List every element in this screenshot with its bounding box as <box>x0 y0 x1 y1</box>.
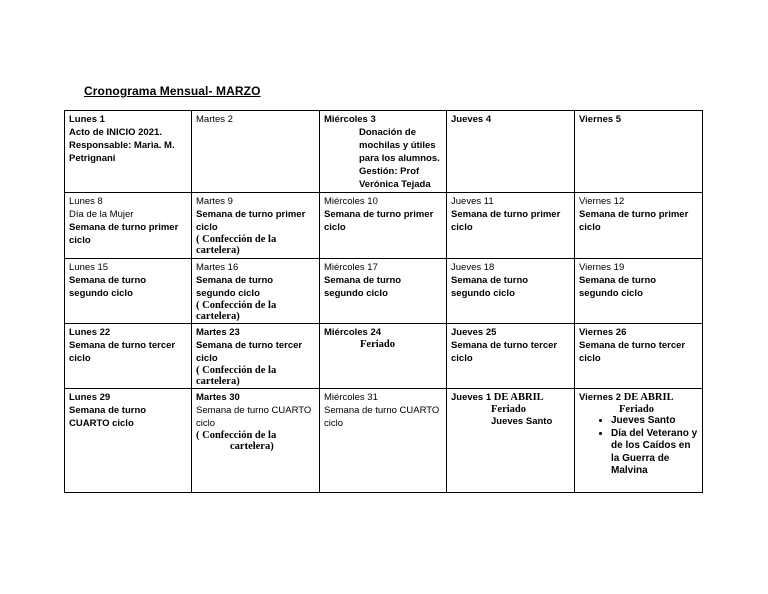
cell-text: Semana de turno tercer ciclo <box>69 340 176 364</box>
cell-lunes-1 <box>65 111 192 193</box>
cell-martes-16 <box>192 259 320 324</box>
cell-text: Jueves Santo <box>491 416 553 427</box>
cell-note: Donación de mochilas y útiles para los alumnos. Gestión: Prof Verónica Tejada <box>359 127 440 190</box>
cell-lunes-8 <box>65 193 192 259</box>
cell-viernes-19 <box>575 259 703 324</box>
cell-text: Día de la Mujer <box>69 209 134 220</box>
cell-miercoles-31 <box>320 389 447 493</box>
week-row-3 <box>65 259 703 324</box>
day-label: Viernes 5 <box>579 114 622 125</box>
day-label: Lunes 1 <box>69 114 105 125</box>
month-label: DE ABRIL <box>493 392 544 403</box>
day-label: Miércoles 31 <box>324 392 378 403</box>
cell-text: Semana de turno segundo ciclo <box>69 275 147 299</box>
cell-text: Semana de turno segundo ciclo <box>451 275 529 299</box>
cell-text: Semana de turno CUARTO ciclo <box>69 405 147 429</box>
cell-viernes-2-abril <box>575 389 703 493</box>
cell-text: Semana de turno CUARTO ciclo <box>196 405 312 429</box>
day-label: Viernes 19 <box>579 262 625 273</box>
cell-text: Semana de turno segundo ciclo <box>196 275 274 299</box>
day-label: Martes 2 <box>196 114 233 125</box>
cell-extra: ( Confección de la <box>196 430 277 441</box>
cell-text: Semana de turno CUARTO ciclo <box>324 405 440 429</box>
day-label: Martes 9 <box>196 196 233 207</box>
day-label: Lunes 15 <box>69 262 109 273</box>
week-row-1 <box>65 111 703 193</box>
feriado-label: Feriado <box>491 404 526 415</box>
day-label: Jueves 18 <box>451 262 495 273</box>
cell-text: Semana de turno primer ciclo <box>69 222 179 246</box>
list-item: • Día del Veterano y de los Caídos en la Guerra de Malvina <box>611 428 698 478</box>
week-row-5 <box>65 389 703 493</box>
day-label: Martes 23 <box>196 327 240 338</box>
cell-jueves-1-abril <box>447 389 575 493</box>
feriado-label: Feriado <box>619 404 654 415</box>
day-label: Miércoles 10 <box>324 196 378 207</box>
cell-jueves-4 <box>447 111 575 193</box>
cell-text: Semana de turno tercer ciclo <box>579 340 686 364</box>
cell-text: Responsable: Marìa. M. Petrignani <box>69 140 175 164</box>
cell-miercoles-10 <box>320 193 447 259</box>
cell-text: Semana de turno segundo ciclo <box>579 275 657 299</box>
cell-text: Semana de turno primer ciclo <box>196 209 306 233</box>
month-label: DE ABRIL <box>623 392 674 403</box>
day-label: Miércoles 24 <box>324 327 382 338</box>
day-label: Jueves 25 <box>451 327 497 338</box>
day-label: Jueves 1 <box>451 392 494 403</box>
day-label: Jueves 4 <box>451 114 492 125</box>
calendar-table <box>64 110 703 493</box>
cell-viernes-26 <box>575 324 703 389</box>
list-item: • Jueves Santo <box>611 415 698 428</box>
day-label: Martes 30 <box>196 392 240 403</box>
cell-martes-2 <box>192 111 320 193</box>
cell-miercoles-24 <box>320 324 447 389</box>
cell-text: Semana de turno tercer ciclo <box>451 340 558 364</box>
cell-text: Semana de turno tercer ciclo <box>196 340 303 364</box>
day-label: Lunes 8 <box>69 196 103 207</box>
cell-martes-9 <box>192 193 320 259</box>
week-row-4 <box>65 324 703 389</box>
day-label: Miércoles 17 <box>324 262 378 273</box>
cell-miercoles-17 <box>320 259 447 324</box>
cell-jueves-11 <box>447 193 575 259</box>
day-label: Miércoles 3 <box>324 114 376 125</box>
cell-lunes-15 <box>65 259 192 324</box>
cell-lunes-29 <box>65 389 192 493</box>
cell-text: Semana de turno primer ciclo <box>451 209 561 233</box>
feriado-label: Feriado <box>360 339 395 350</box>
day-label: Lunes 22 <box>69 327 111 338</box>
cell-text: Semana de turno primer ciclo <box>324 209 434 233</box>
day-label: Viernes 2 <box>579 392 624 403</box>
day-label: Lunes 29 <box>69 392 111 403</box>
page-title: Cronograma Mensual- MARZO <box>84 84 261 98</box>
cell-extra: ( Confección de la cartelera) <box>196 365 277 387</box>
cell-martes-23 <box>192 324 320 389</box>
cell-extra: cartelera) <box>230 441 274 452</box>
day-label: Jueves 11 <box>451 196 494 207</box>
holiday-list <box>579 415 698 478</box>
day-label: Viernes 26 <box>579 327 627 338</box>
cell-extra: ( Confección de la cartelera) <box>196 300 277 322</box>
day-label: Martes 16 <box>196 262 239 273</box>
cell-text: Acto de INICIO 2021. <box>69 127 162 138</box>
week-row-2 <box>65 193 703 259</box>
cell-extra: ( Confección de la cartelera) <box>196 234 277 256</box>
day-label: Viernes 12 <box>579 196 625 207</box>
cell-text: Semana de turno primer ciclo <box>579 209 689 233</box>
cell-text: Semana de turno segundo ciclo <box>324 275 402 299</box>
cell-martes-30 <box>192 389 320 493</box>
cell-miercoles-3 <box>320 111 447 193</box>
cell-jueves-25 <box>447 324 575 389</box>
cell-viernes-12 <box>575 193 703 259</box>
cell-lunes-22 <box>65 324 192 389</box>
cell-viernes-5 <box>575 111 703 193</box>
cell-jueves-18 <box>447 259 575 324</box>
